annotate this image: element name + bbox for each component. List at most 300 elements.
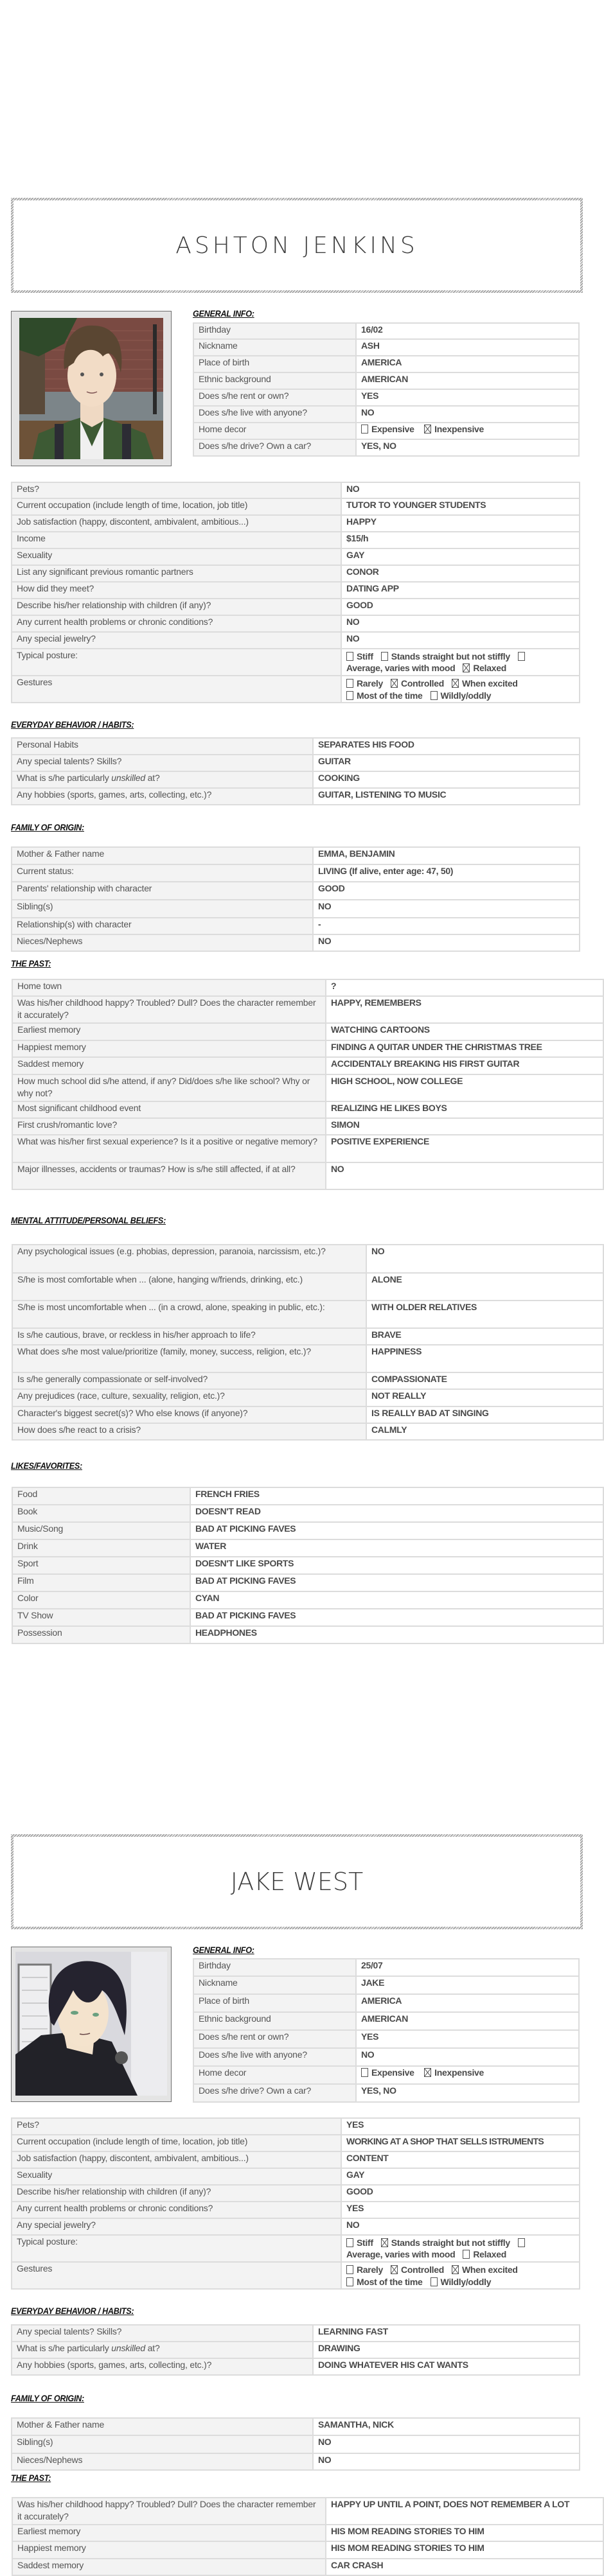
field-value: HAPPY [341,515,580,532]
field-label: S/he is most comfortable when ... (alone, hanging w/friends, drinking, etc.) [12,1273,366,1301]
table-row [12,548,580,565]
field-label: Happiest memory [12,1040,326,1057]
checkbox-average[interactable] [518,2238,525,2247]
field-label: Home decor [193,2066,356,2084]
option-label: Stands straight but not stiffly [391,651,510,662]
field-value: REALIZING HE LIKES BOYS [326,1101,603,1118]
table-row [12,2235,580,2262]
gesture-options [341,676,580,703]
table-row [12,755,580,771]
table-row [12,771,580,788]
table-row [12,2325,580,2342]
table-row [193,2084,579,2102]
past-table [12,2497,604,2576]
table-row [12,1040,603,1057]
field-value: GOOD [313,882,580,900]
table-row [12,565,580,582]
field-value: WATCHING CARTOONS [326,1023,603,1040]
table-row [12,1574,603,1591]
field-label: Saddest memory [12,2559,326,2575]
field-value: GOOD [341,599,580,615]
field-value: DOING WHATEVER HIS CAT WANTS [313,2358,580,2375]
field-label: Nickname [193,1976,356,1994]
details-table [11,2117,580,2290]
past-table [12,979,604,1190]
option-label: Average, varies with mood [346,2249,456,2259]
table-row [12,2218,580,2235]
field-value: SEPARATES HIS FOOD [313,738,580,755]
field-value: COMPASSIONATE [366,1372,603,1389]
option-label: Expensive [371,424,414,434]
character-name: ASHTON JENKINS [175,232,418,259]
field-value: GAY [341,548,580,565]
checkbox-expensive[interactable] [361,2068,368,2077]
field-value: DOESN'T READ [190,1505,603,1522]
table-row [193,1994,579,2012]
field-label: Drink [12,1539,190,1557]
table-row [12,2135,580,2151]
field-label: What was his/her first sexual experience? Is it a positive or negative memory? [12,1135,326,1162]
family-table [11,2417,580,2471]
field-value: HAPPY, REMEMBERS [326,996,603,1023]
table-row [12,788,580,805]
field-label: Happiest memory [12,2541,326,2559]
option-label: Rarely [357,678,384,688]
field-value: POSITIVE EXPERIENCE [326,1135,603,1162]
field-value: YES [356,2030,579,2048]
field-value: NO [341,2218,580,2235]
field-value: WATER [190,1539,603,1557]
field-label: What does s/he most value/prioritize (family, money, success, religion, etc.)? [12,1345,366,1372]
field-label: Was his/her childhood happy? Troubled? Dull? Does the character remember it accurately? [12,2498,326,2525]
field-label: Does s/he drive? Own a car? [193,439,356,456]
section-heading-likes: LIKES/FAVORITES: [11,1460,82,1471]
table-row [12,1023,603,1040]
field-label [12,2342,313,2358]
field-label: Relationship(s) with character [12,918,313,934]
field-value: CAR CRASH [326,2559,603,2575]
table-row [193,2030,579,2048]
table-row [12,1389,603,1406]
field-label: Typical posture: [12,649,341,676]
field-value: NO [313,934,580,951]
option-label: Inexpensive [434,2067,484,2078]
field-value: CONOR [341,565,580,582]
checkbox-stiff[interactable] [346,652,353,661]
field-label: Any current health problems or chronic conditions? [12,2202,341,2218]
field-value: 16/02 [356,323,579,339]
field-label: Current occupation (include length of time, location, job title) [12,498,341,515]
field-label: TV Show [12,1609,190,1626]
section-heading-past: THE PAST: [11,958,51,968]
field-label: Earliest memory [12,1023,326,1040]
field-label: Character's biggest secret(s)? Who else knows (if anyone)? [12,1406,366,1423]
table-row [12,1057,603,1074]
table-row [12,1522,603,1539]
table-row [12,1162,603,1189]
field-label: Nieces/Nephews [12,2453,313,2470]
table-row [12,2202,580,2218]
checkbox-rarely[interactable] [346,679,353,688]
checkbox-most-of-the-time[interactable] [346,2277,353,2286]
checkbox-rarely[interactable] [346,2265,353,2274]
table-row [12,1505,603,1522]
checkbox-average[interactable] [518,652,525,661]
section-heading-habits: EVERYDAY BEHAVIOR / HABITS: [11,719,134,730]
field-value: BAD AT PICKING FAVES [190,1574,603,1591]
field-label: Any hobbies (sports, games, arts, collecting, etc.)? [12,788,313,805]
table-row [12,1609,603,1626]
field-value: SAMANTHA, NICK [313,2418,580,2435]
field-value: EMMA, BENJAMIN [313,847,580,864]
field-label: Food [12,1487,190,1505]
field-value: YES [341,2202,580,2218]
field-value: BRAVE [366,1328,603,1345]
field-label: Music/Song [12,1522,190,1539]
field-value: DRAWING [313,2342,580,2358]
field-value: JAKE [356,1976,579,1994]
table-row [12,1245,603,1273]
field-label: Does s/he live with anyone? [193,406,356,423]
character-name: JAKE WEST [230,1868,364,1896]
option-label: Expensive [371,2067,414,2078]
field-value: GUITAR, LISTENING TO MUSIC [313,788,580,805]
table-row [12,882,580,900]
table-row [12,1345,603,1372]
field-label: Sexuality [12,548,341,565]
field-value: ACCIDENTALY BREAKING HIS FIRST GUITAR [326,1057,603,1074]
field-label: How much school did s/he attend, if any? Did/does s/he like school? Why or why not? [12,1074,326,1101]
checkbox-stands-straight[interactable] [381,2238,388,2247]
table-row [193,423,579,439]
table-row [12,2168,580,2185]
table-row [12,979,603,996]
field-label: Describe his/her relationship with children (if any)? [12,2185,341,2202]
likes-table [12,1487,604,1644]
option-label: Most of the time [357,690,423,701]
field-value: HAPPINESS [366,1345,603,1372]
field-label: Income [12,532,341,548]
section-heading-general-info: GENERAL INFO: [193,308,254,319]
field-label: Does s/he drive? Own a car? [193,2084,356,2102]
field-label: Gestures [12,2262,341,2289]
table-row [12,2151,580,2168]
option-label: Most of the time [357,2277,423,2287]
table-row [12,599,580,615]
section-heading-habits: EVERYDAY BEHAVIOR / HABITS: [11,2306,134,2316]
table-row [12,996,603,1023]
option-label: Wildly/oddly [440,690,492,701]
field-label: Is s/he cautious, brave, or reckless in his/her approach to life? [12,1328,366,1345]
option-label: Relaxed [473,663,506,673]
table-row [12,2435,580,2453]
field-label: Any prejudices (race, culture, sexuality, religion, etc.)? [12,1389,366,1406]
field-label: Birthday [193,1959,356,1976]
field-value: NO [313,2453,580,2470]
option-label: Inexpensive [434,424,484,434]
field-label: S/he is most uncomfortable when ... (in a crowd, alone, speaking in public, etc.): [12,1301,366,1328]
profile-title-box [11,198,583,293]
home-decor-options [356,423,579,439]
field-value: HIGH SCHOOL, NOW COLLEGE [326,1074,603,1101]
field-label: Book [12,1505,190,1522]
option-label: Controlled [401,2265,445,2275]
table-row [193,2012,579,2030]
checkbox-relaxed[interactable] [463,2250,470,2259]
table-row [12,2358,580,2375]
table-row [12,2118,580,2135]
field-value: 25/07 [356,1959,579,1976]
table-row [12,2541,603,2559]
field-value: CYAN [190,1591,603,1609]
mental-table [12,1244,604,1441]
character-portrait-frame [11,1947,172,2102]
field-value: ASH [356,339,579,356]
field-label: Most significant childhood event [12,1101,326,1118]
field-label: Current occupation (include length of time, location, job title) [12,2135,341,2151]
field-label: Is s/he generally compassionate or self-involved? [12,1372,366,1389]
table-row [12,847,580,864]
field-value: WITH OLDER RELATIVES [366,1301,603,1328]
table-row [12,1074,603,1101]
field-label: Job satisfaction (happy, discontent, ambivalent, ambitious...) [12,2151,341,2168]
field-label: Birthday [193,323,356,339]
section-heading-mental: MENTAL ATTITUDE/PERSONAL BELIEFS: [11,1215,166,1225]
table-row [12,1406,603,1423]
field-value: NO [341,615,580,632]
field-value: IS REALLY BAD AT SINGING [366,1406,603,1423]
field-value: - [313,918,580,934]
field-label: Any special talents? Skills? [12,755,313,771]
field-value: CALMLY [366,1423,603,1440]
field-value: HEADPHONES [190,1626,603,1643]
label-text: at? [145,2343,160,2353]
table-row [12,738,580,755]
table-row [193,406,579,423]
field-value: NO [341,482,580,498]
field-label: Does s/he rent or own? [193,2030,356,2048]
table-row [12,2453,580,2470]
option-label: Stiff [357,651,373,662]
checkbox-relaxed[interactable] [463,663,470,672]
table-row [12,1135,603,1162]
field-label: Place of birth [193,1994,356,2012]
field-label: Ethnic background [193,372,356,389]
field-label: Pets? [12,482,341,498]
table-row [193,389,579,406]
checkbox-controlled[interactable] [391,679,398,688]
table-row [193,2048,579,2066]
table-row [12,2525,603,2541]
table-row [12,934,580,951]
field-value: DATING APP [341,582,580,599]
field-value: FINDING A QUITAR UNDER THE CHRISTMAS TREE [326,1040,603,1057]
table-row [12,1539,603,1557]
field-label: Nieces/Nephews [12,934,313,951]
character-portrait-frame [11,311,172,466]
table-row [12,1328,603,1345]
table-row [12,900,580,918]
table-row [12,2185,580,2202]
field-label: Saddest memory [12,1057,326,1074]
checkbox-stiff[interactable] [346,2238,353,2247]
character-portrait [15,1952,167,2096]
field-value: GAY [341,2168,580,2185]
option-label: Stands straight but not stiffly [391,2238,510,2248]
field-value: FRENCH FRIES [190,1487,603,1505]
field-value: YES, NO [356,439,579,456]
field-label: Typical posture: [12,2235,341,2262]
table-row [12,2418,580,2435]
table-row [12,2342,580,2358]
posture-options [341,2235,580,2262]
checkbox-stands-straight[interactable] [381,652,388,661]
field-label: Nickname [193,339,356,356]
checkbox-wildly-oddly[interactable] [431,2277,438,2286]
table-row [12,498,580,515]
field-label: Sport [12,1557,190,1574]
table-row [12,582,580,599]
field-value: SIMON [326,1118,603,1135]
field-label: Any hobbies (sports, games, arts, collecting, etc.)? [12,2358,313,2375]
field-value: $15/h [341,532,580,548]
field-value: COOKING [313,771,580,788]
field-value: HIS MOM READING STORIES TO HIM [326,2525,603,2541]
field-label: Major illnesses, accidents or traumas? How is s/he still affected, if at all? [12,1162,326,1189]
checkbox-expensive[interactable] [361,425,368,434]
field-label: Sexuality [12,2168,341,2185]
checkbox-inexpensive[interactable] [424,2068,431,2077]
checkbox-when-excited[interactable] [452,2265,459,2274]
field-label: First crush/romantic love? [12,1118,326,1135]
table-row [193,2066,579,2084]
field-value: LEARNING FAST [313,2325,580,2342]
checkbox-controlled[interactable] [391,2265,398,2274]
section-heading-general-info: GENERAL INFO: [193,1945,254,1955]
field-value: WORKING AT A SHOP THAT SELLS ISTRUMENTS [341,2135,580,2151]
field-value: NO [356,406,579,423]
field-value: AMERICA [356,356,579,372]
table-row [12,2559,603,2575]
field-value: HIS MOM READING STORIES TO HIM [326,2541,603,2559]
field-label: Ethnic background [193,2012,356,2030]
table-row [12,1101,603,1118]
checkbox-inexpensive[interactable] [424,425,431,434]
table-row [12,1301,603,1328]
table-row [12,1273,603,1301]
checkbox-when-excited[interactable] [452,679,459,688]
field-label: Possession [12,1626,190,1643]
field-label: Home town [12,979,326,996]
field-label: Any special talents? Skills? [12,2325,313,2342]
field-label [12,771,313,788]
field-label: Parents' relationship with character [12,882,313,900]
table-row [12,1372,603,1389]
section-heading-past: THE PAST: [11,2473,51,2483]
table-row [12,515,580,532]
field-value: DOESN'T LIKE SPORTS [190,1557,603,1574]
field-value: AMERICAN [356,2012,579,2030]
label-text: What is s/he particularly [17,773,112,783]
label-emphasis: unskilled [111,2343,145,2353]
field-value: ? [326,979,603,996]
table-row [12,2262,580,2289]
field-label: Place of birth [193,356,356,372]
option-label: Stiff [357,2238,373,2248]
checkbox-most-of-the-time[interactable] [346,691,353,700]
table-row [193,372,579,389]
field-label: List any significant previous romantic partners [12,565,341,582]
field-label: Any current health problems or chronic conditions? [12,615,341,632]
field-value: NO [313,2435,580,2453]
field-label: Does s/he rent or own? [193,389,356,406]
family-table [11,846,580,952]
option-label: Wildly/oddly [440,2277,492,2287]
field-label: Pets? [12,2118,341,2135]
details-table [11,482,580,703]
field-label: Any special jewelry? [12,632,341,649]
table-row [193,439,579,456]
field-value: YES, NO [356,2084,579,2102]
table-row [193,339,579,356]
posture-options [341,649,580,676]
field-value: CONTENT [341,2151,580,2168]
table-row [12,1557,603,1574]
home-decor-options [356,2066,579,2084]
table-row [12,615,580,632]
field-label: How does s/he react to a crisis? [12,1423,366,1440]
field-label: Mother & Father name [12,2418,313,2435]
label-text: What is s/he particularly [17,2343,112,2353]
field-label: Home decor [193,423,356,439]
field-label: Gestures [12,676,341,703]
label-emphasis: unskilled [111,773,145,783]
field-value: NOT REALLY [366,1389,603,1406]
checkbox-wildly-oddly[interactable] [431,691,438,700]
section-heading-family: FAMILY OF ORIGIN: [11,822,84,832]
field-label: Film [12,1574,190,1591]
field-value: BAD AT PICKING FAVES [190,1522,603,1539]
section-heading-family: FAMILY OF ORIGIN: [11,2393,84,2403]
field-label: Any special jewelry? [12,2218,341,2235]
general-info-table [193,322,580,457]
table-row [12,482,580,498]
table-row [193,1959,579,1976]
table-row [193,1976,579,1994]
table-row [12,676,580,703]
field-label: Personal Habits [12,738,313,755]
habits-table [11,2324,580,2376]
table-row [12,918,580,934]
general-info-table [193,1958,580,2103]
habits-table [11,737,580,805]
field-label: How did they meet? [12,582,341,599]
field-value: GUITAR [313,755,580,771]
table-row [12,632,580,649]
label-text: at? [145,773,160,783]
table-row [12,1591,603,1609]
field-value: HAPPY UP UNTIL A POINT, DOES NOT REMEMBER A LOT [326,2498,603,2525]
character-portrait [19,318,163,459]
option-label: Relaxed [473,2249,506,2259]
table-row [12,1626,603,1643]
option-label: Controlled [401,678,445,688]
field-value: AMERICA [356,1994,579,2012]
field-value: YES [356,389,579,406]
field-label: Describe his/her relationship with children (if any)? [12,599,341,615]
option-label: When excited [462,678,518,688]
field-value: NO [341,632,580,649]
